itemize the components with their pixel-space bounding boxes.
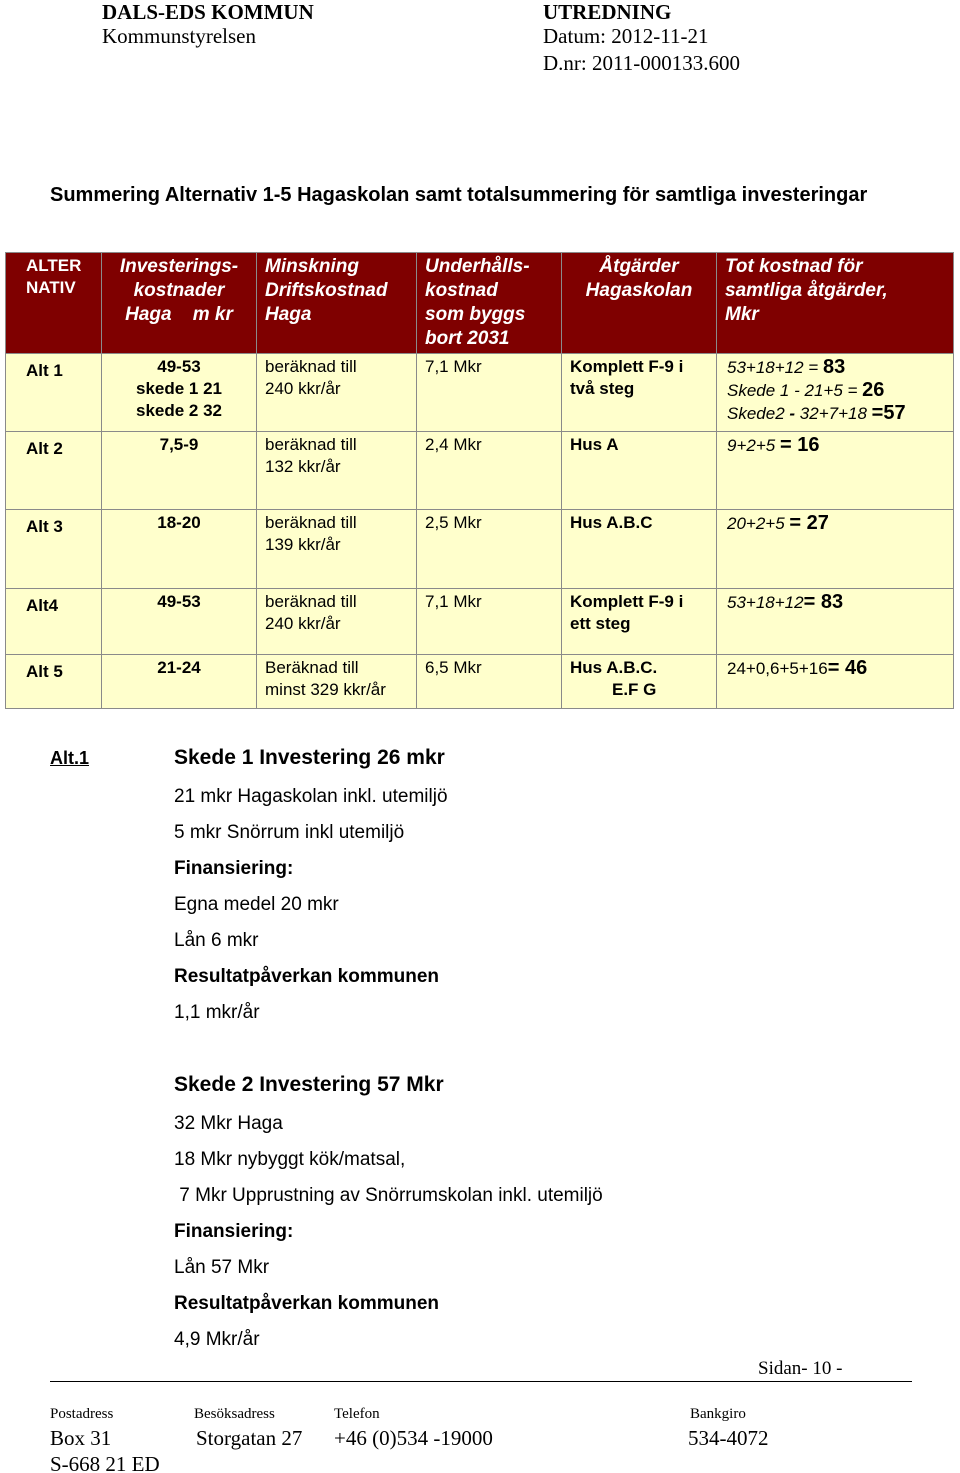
maintenance-cell: 7,1 Mkr: [417, 354, 562, 432]
footer-bankgiro: 534-4072: [688, 1426, 769, 1450]
header-atgarder: Åtgärder Hagaskolan: [562, 253, 717, 354]
operating-reduction-cell: beräknad till 240 kkr/år: [257, 354, 417, 432]
summary-table: [5, 252, 954, 709]
alt-label: Alt 1: [6, 354, 102, 432]
total-cell: 9+2+5 = 16: [717, 432, 954, 510]
alt-label: Alt 3: [6, 510, 102, 589]
skede1-line: 5 mkr Snörrum inkl utemiljö: [174, 822, 405, 843]
skede1-result-value: 1,1 mkr/år: [174, 1002, 260, 1023]
total-cell: 24+0,6+5+16= 46: [717, 655, 954, 709]
measures-cell: Komplett F-9 i två steg: [562, 354, 717, 432]
document-number: D.nr: 2011-000133.600: [543, 51, 740, 75]
skede2-heading: Skede 2 Investering 57 Mkr: [174, 1073, 444, 1096]
table-row: [6, 432, 954, 510]
header-minskning: Minskning Driftskostnad Haga: [257, 253, 417, 354]
operating-reduction-cell: Beräknad till minst 329 kkr/år: [257, 655, 417, 709]
table-row: [6, 354, 954, 432]
table-row: [6, 510, 954, 589]
total-cell: 53+18+12= 83: [717, 589, 954, 655]
alt-label: Alt 2: [6, 432, 102, 510]
skede1-financing-label: Finansiering:: [174, 858, 294, 879]
skede2-result-label: Resultatpåverkan kommunen: [174, 1293, 440, 1314]
footer-postadress: Box 31: [50, 1426, 112, 1450]
header-underhallskostnad: Underhålls- kostnad som byggs bort 2031: [417, 253, 562, 354]
org-name: DALS-EDS KOMMUN: [102, 0, 314, 24]
measures-cell: Komplett F-9 i ett steg: [562, 589, 717, 655]
alt1-label: Alt.1: [50, 748, 90, 768]
header-alternativ: ALTER NATIV: [6, 253, 102, 354]
skede1-line: 21 mkr Hagaskolan inkl. utemiljö: [174, 786, 448, 807]
operating-reduction-cell: beräknad till 240 kkr/år: [257, 589, 417, 655]
total-cell: 53+18+12 = 83 Skede 1 - 21+5 = 26 Skede2 - 32+7+18 =57: [717, 354, 954, 432]
footer-telefon: +46 (0)534 -19000: [334, 1426, 493, 1450]
table-row: [6, 589, 954, 655]
skede1-heading: Skede 1 Investering 26 mkr: [174, 746, 445, 769]
page-number: Sidan- 10 -: [758, 1358, 843, 1379]
department: Kommunstyrelsen: [102, 24, 256, 48]
document-date: Datum: 2012-11-21: [543, 24, 709, 48]
total-cell: 20+2+5 = 27: [717, 510, 954, 589]
footer-postadress-label: Postadress: [50, 1406, 114, 1422]
skede2-line: 32 Mkr Haga: [174, 1113, 283, 1134]
skede2-line: 18 Mkr nybyggt kök/matsal,: [174, 1149, 406, 1170]
investment-cell: 7,5-9: [102, 432, 257, 510]
skede2-line: 7 Mkr Upprustning av Snörrumskolan inkl. utemiljö: [174, 1185, 603, 1206]
measures-cell: Hus A.B.C: [562, 510, 717, 589]
investment-cell: 21-24: [102, 655, 257, 709]
skede1-financing-line: Lån 6 mkr: [174, 930, 259, 951]
table-header-row: [6, 253, 954, 354]
footer-telefon-label: Telefon: [334, 1406, 380, 1422]
table-row: [6, 655, 954, 709]
document-type: UTREDNING: [543, 0, 672, 24]
alt-label: Alt4: [6, 589, 102, 655]
header-tot-kostnad: Tot kostnad för samtliga åtgärder, Mkr: [717, 253, 954, 354]
maintenance-cell: 2,5 Mkr: [417, 510, 562, 589]
alt-label: Alt 5: [6, 655, 102, 709]
skede1-result-label: Resultatpåverkan kommunen: [174, 966, 440, 987]
skede2-financing-line: Lån 57 Mkr: [174, 1257, 270, 1278]
document-title: Summering Alternativ 1-5 Hagaskolan samt totalsummering för samtliga investeringar: [50, 184, 868, 206]
maintenance-cell: 2,4 Mkr: [417, 432, 562, 510]
footer-divider: [50, 1381, 912, 1382]
maintenance-cell: 7,1 Mkr: [417, 589, 562, 655]
operating-reduction-cell: beräknad till 132 kkr/år: [257, 432, 417, 510]
investment-cell: 18-20: [102, 510, 257, 589]
skede2-result-value: 4,9 Mkr/år: [174, 1329, 260, 1350]
skede1-financing-line: Egna medel 20 mkr: [174, 894, 339, 915]
footer-postadress-line2: S-668 21 ED: [50, 1452, 160, 1473]
header-investeringskostnader: Investerings- kostnader Haga m kr: [102, 253, 257, 354]
investment-cell: 49-53: [102, 589, 257, 655]
measures-cell: Hus A.B.C. E.F G: [562, 655, 717, 709]
footer-besoksadress-label: Besöksadress: [194, 1406, 275, 1422]
skede2-financing-label: Finansiering:: [174, 1221, 294, 1242]
footer-besoksadress: Storgatan 27: [196, 1426, 303, 1450]
investment-cell: 49-53 skede 1 21 skede 2 32: [102, 354, 257, 432]
maintenance-cell: 6,5 Mkr: [417, 655, 562, 709]
footer-bankgiro-label: Bankgiro: [690, 1406, 746, 1422]
measures-cell: Hus A: [562, 432, 717, 510]
operating-reduction-cell: beräknad till 139 kkr/år: [257, 510, 417, 589]
